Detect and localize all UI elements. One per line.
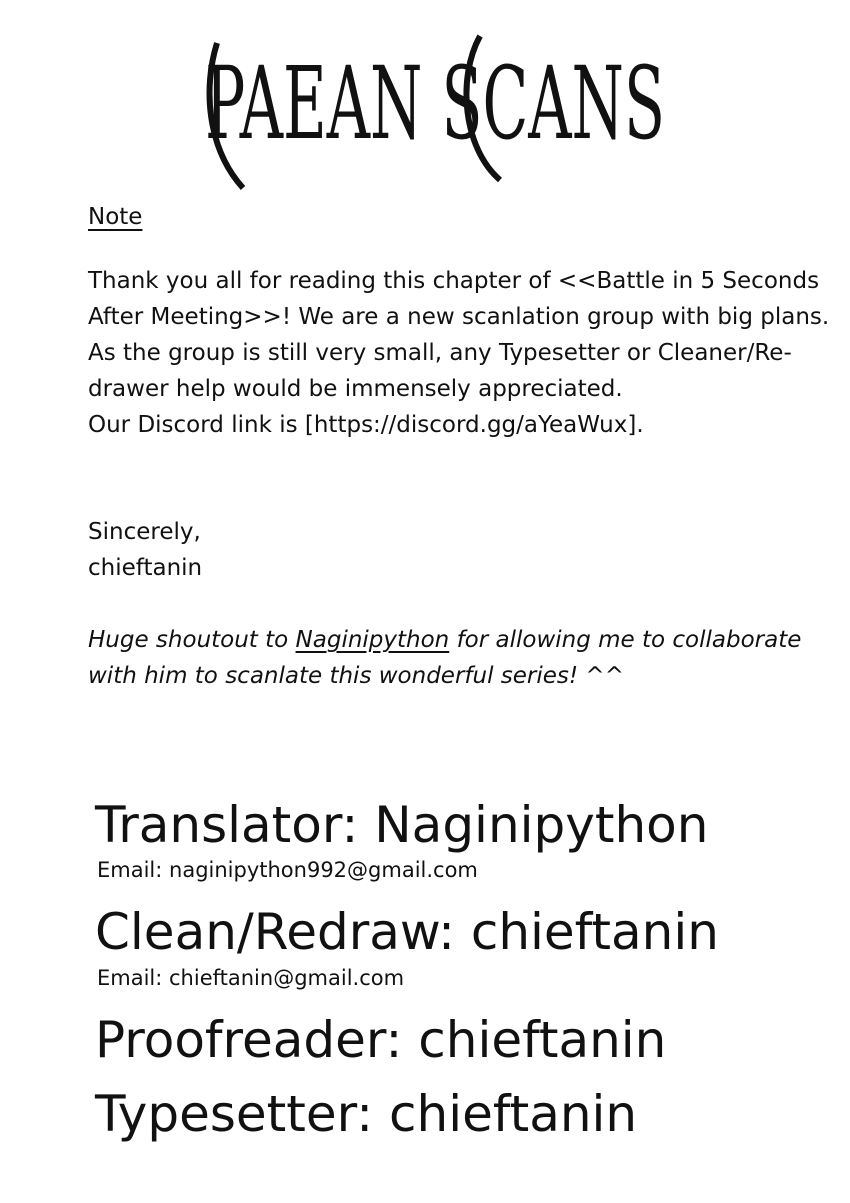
logo-text: PAEAN SCANS [205, 45, 665, 162]
paean-scans-logo [195, 28, 675, 198]
email-translator: Email: naginipython992@gmail.com [97, 858, 478, 882]
sign-off: Sincerely, [88, 519, 201, 545]
note-line: drawer help would be immensely appreciated. [88, 376, 623, 402]
note-line: After Meeting>>! We are a new scanlation group with big plans. [88, 304, 830, 330]
shoutout-line-2: with him to scanlate this wonderful series! ^^ [88, 663, 624, 689]
shoutout-line-1 [88, 622, 828, 658]
note-body [88, 263, 828, 443]
email-cleaner: Email: chieftanin@gmail.com [97, 966, 405, 990]
credit-typesetter: Typesetter: chieftanin [95, 1085, 638, 1143]
credit-translator: Translator: Naginipython [95, 796, 709, 854]
note-line: As the group is still very small, any Typesetter or Cleaner/Re- [88, 340, 792, 366]
credit-proofreader: Proofreader: chieftanin [95, 1011, 667, 1069]
closing-block [88, 514, 202, 586]
shoutout-block [88, 622, 828, 694]
note-line: Thank you all for reading this chapter of <<Battle in 5 Seconds [88, 268, 820, 294]
shoutout-suffix: for allowing me to collaborate [449, 627, 802, 653]
shoutout-name: Naginipython [295, 627, 450, 653]
shoutout-prefix: Huge shoutout to [88, 627, 296, 653]
signature: chieftanin [88, 555, 203, 581]
note-line: Our Discord link is [https://discord.gg/aYeaWux]. [88, 412, 644, 438]
note-heading: Note [88, 204, 143, 230]
credit-cleaner: Clean/Redraw: chieftanin [95, 903, 719, 961]
